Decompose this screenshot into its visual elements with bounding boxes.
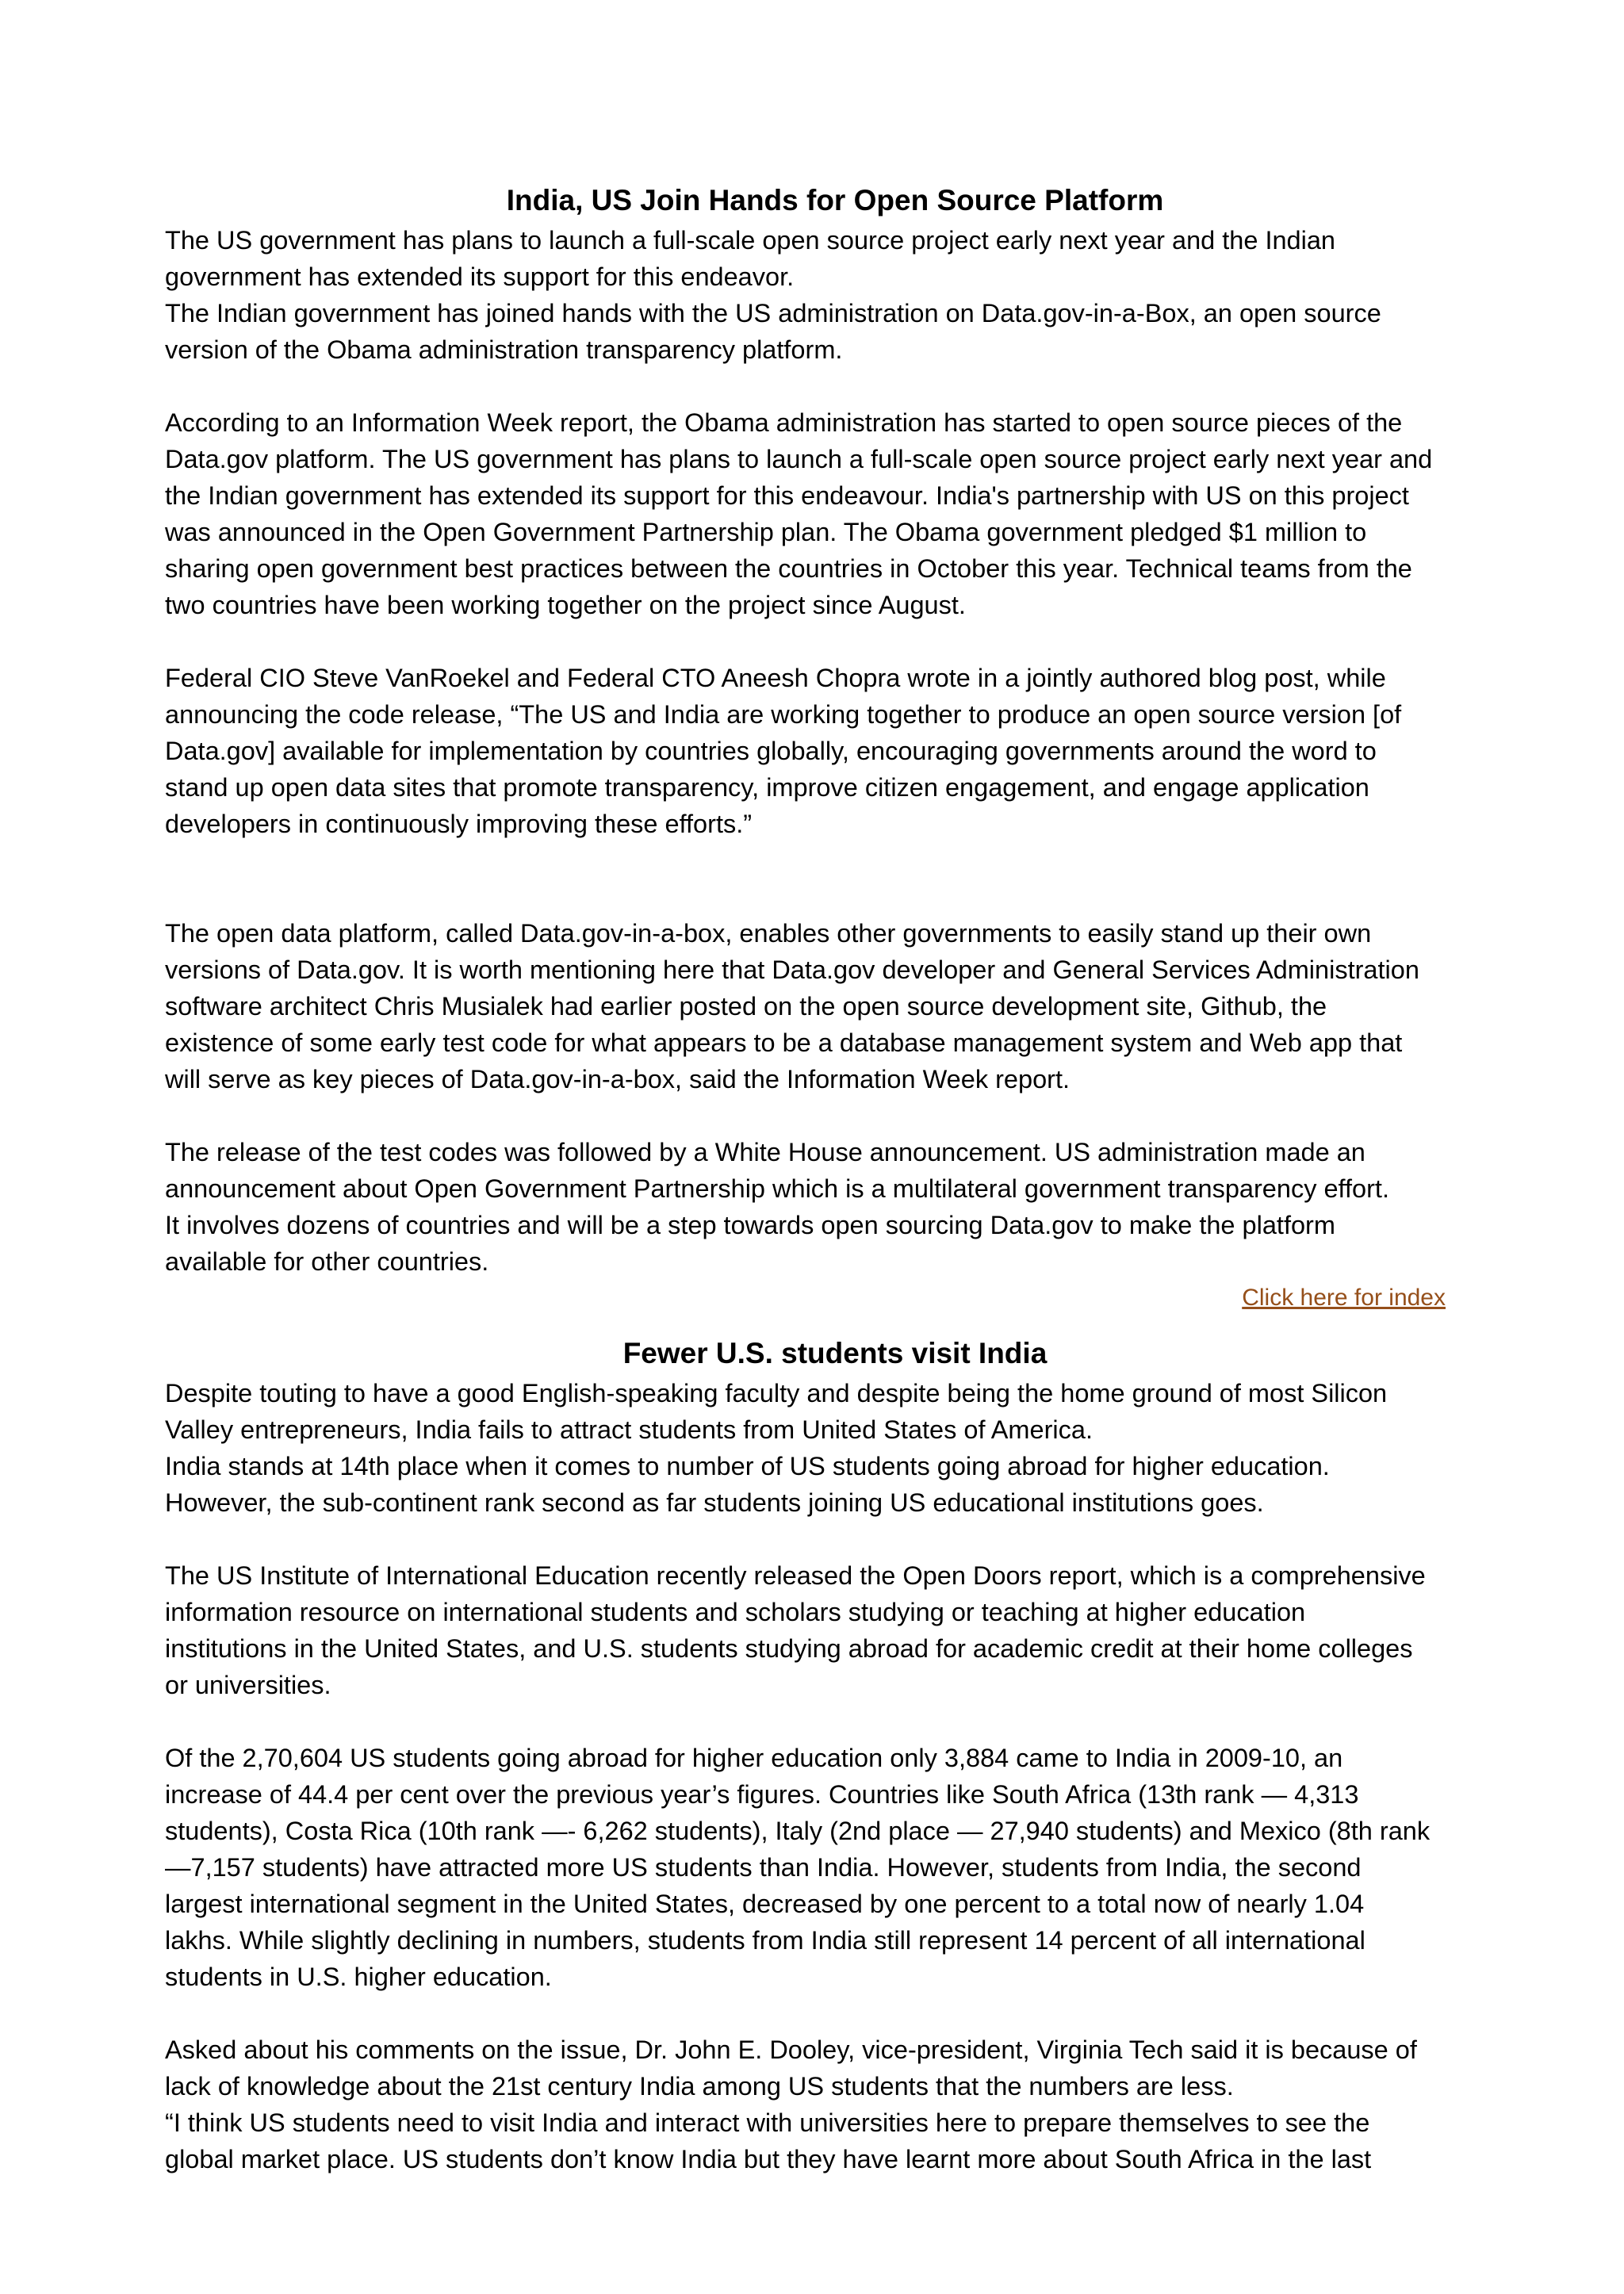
article-paragraph: Asked about his comments on the issue, Dr. John E. Dooley, vice-president, Virginia Tech said it is because of lack of knowledge about the 21st century India among US students that the numbers are less. “I think US students need to visit India and interact with universities here to prepare themselves to see the global market place. US students don’t know India but they have learnt more about South Africa in the last: [165, 2035, 1417, 2173]
article-paragraph: Despite touting to have a good English-speaking faculty and despite being the home ground of most Silicon Valley entrepreneurs, India fails to attract students from United States of America. India stands at 14th place when it comes to number of US students going abroad for higher education. However, the sub-continent rank second as far students joining US educational institutions goes.: [165, 1379, 1388, 1517]
article-paragraph: The open data platform, called Data.gov-in-a-box, enables other governments to easily stand up their own versions of Data.gov. It is worth mentioning here that Data.gov developer and General Services Administration software architect Chris Musialek had earlier posted on the open source development site, Github, the existence of some early test code for what appears to be a database management system and Web app that will serve as key pieces of Data.gov-in-a-box, said the Information Week report.: [165, 919, 1419, 1093]
article-us-students: [165, 1332, 1505, 2177]
article-paragraph: The release of the test codes was followed by a White House announcement. US administration made an announcement about Open Government Partnership which is a multilateral government transparency effort. It involves dozens of countries and will be a step towards open sourcing Data.gov to make the platform available for other countries.: [165, 1138, 1389, 1276]
index-link[interactable]: Click here for index: [1242, 1285, 1446, 1311]
article-title: Fewer U.S. students visit India: [622, 1337, 1048, 1369]
article-paragraph: According to an Information Week report, the Obama administration has started to open source pieces of the Data.gov platform. The US government has plans to launch a full-scale open source project early next year and the Indian government has extended its support for this endeavour. India's partnership with US on this project was announced in the Open Government Partnership plan. The Obama government pledged $1 million to sharing open government best practices between the countries in October this year. Technical teams from the two countries have been working together on the project since August.: [165, 408, 1433, 619]
article-paragraph: Of the 2,70,604 US students going abroad for higher education only 3,884 came to India in 2009-10, an increase of 44.4 per cent over the previous year’s figures. Countries like South Africa (13th rank — 4,313 students), Costa Rica (10th rank —- 6,262 students), Italy (2nd place — 27,940 students) and Mexico (8th rank —7,157 students) have attracted more US students than India. However, students from India, the second largest international segment in the United States, decreased by one percent to a total now of nearly 1.04 lakhs. While slightly declining in numbers, students from India still represent 14 percent of all international students in U.S. higher education.: [165, 1744, 1431, 1991]
article-paragraph: The US Institute of International Education recently released the Open Doors report, which is a comprehensive information resource on international students and scholars studying or teaching at higher education institutions in the United States, and U.S. students studying abroad for academic credit at their home colleges or universities.: [165, 1561, 1426, 1699]
document-content: [165, 179, 1505, 2177]
article-title: India, US Join Hands for Open Source Platform: [506, 184, 1164, 216]
article-open-source-platform: [165, 179, 1505, 1316]
article-paragraph: Federal CIO Steve VanRoekel and Federal CTO Aneesh Chopra wrote in a jointly authored blog post, while announcing the code release, “The US and India are working together to produce an open source version [of Data.gov] available for implementation by countries globally, encouraging governments around the word to stand up open data sites that promote transparency, improve citizen engagement, and engage application developers in continuously improving these efforts.”: [165, 664, 1402, 838]
article-paragraph: The US government has plans to launch a full-scale open source project early next year and the Indian government has extended its support for this endeavor. The Indian government has joined hands with the US administration on Data.gov-in-a-Box, an open source version of the Obama administration transparency platform.: [165, 226, 1381, 364]
